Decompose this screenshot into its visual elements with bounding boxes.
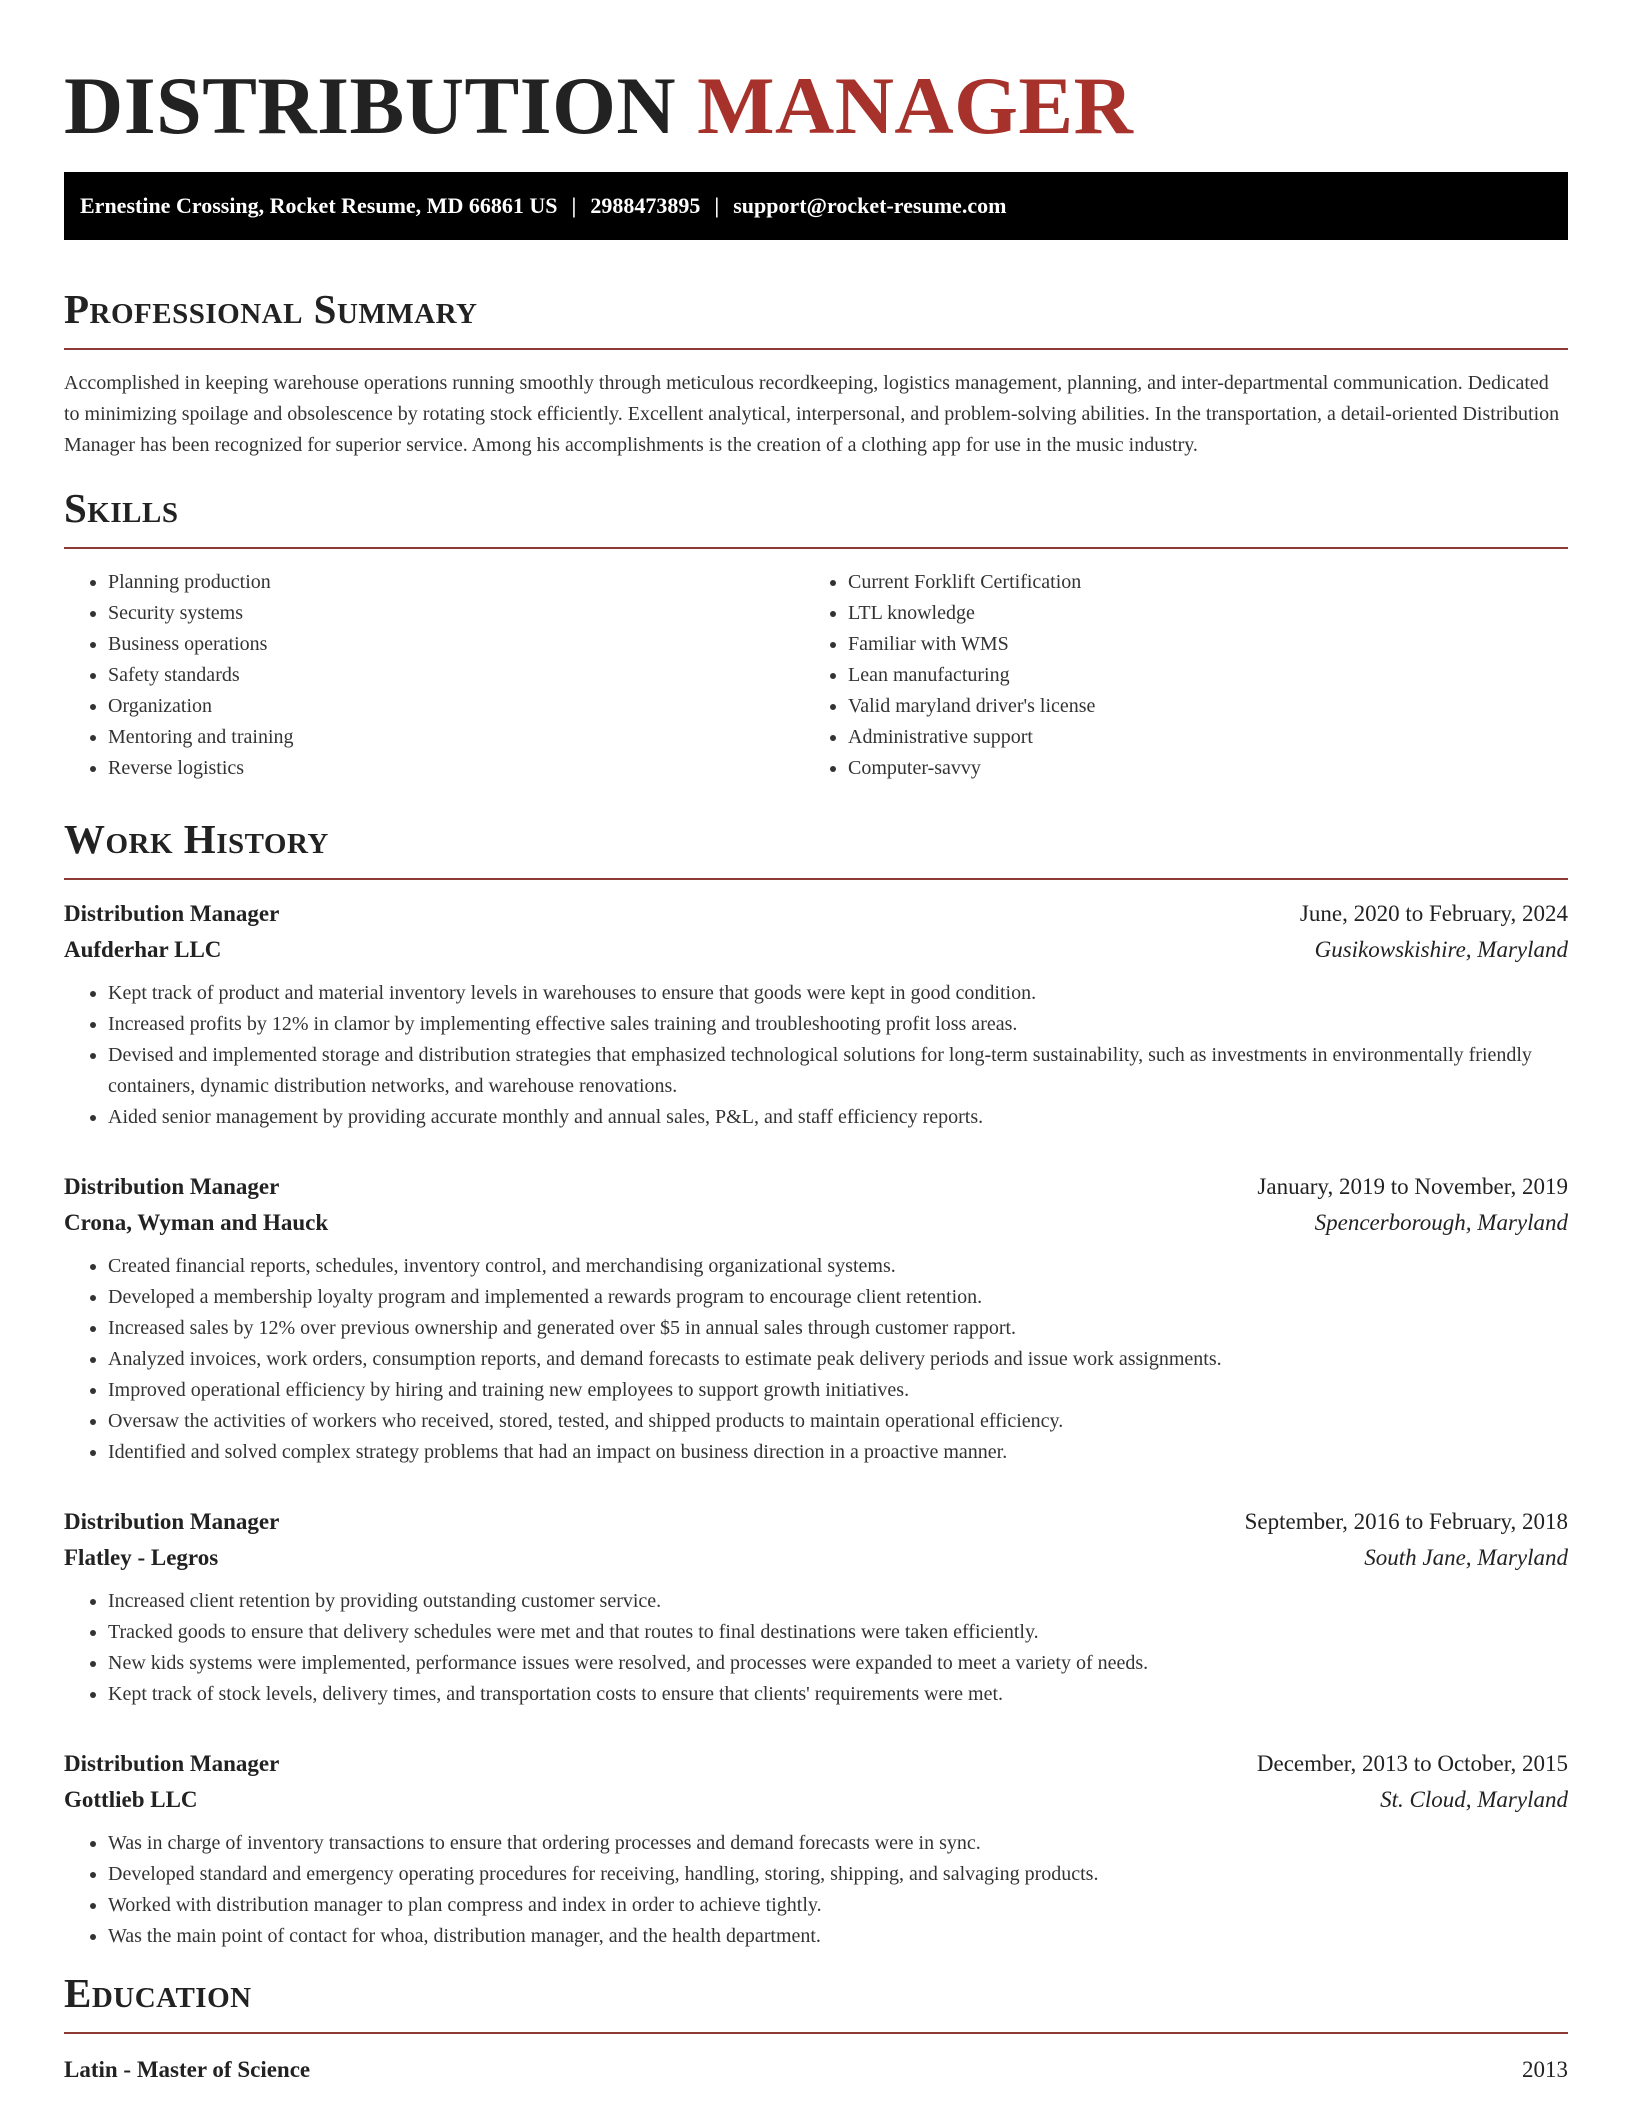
work-history-section	[64, 814, 1568, 1952]
job-bullet: • Oversaw the activities of workers who received, stored, tested, and shipped products to maintain operational efficiency.	[108, 1406, 1568, 1437]
job-bullet: • Improved operational efficiency by hiring and training new employees to support growth initiatives.	[108, 1375, 1568, 1406]
job-bullet: • Was the main point of contact for whoa, distribution manager, and the health department.	[108, 1921, 1568, 1952]
job-bullets	[64, 1251, 1568, 1468]
skill-item: • Mentoring and training	[108, 722, 804, 753]
skill-item: • Current Forklift Certification	[848, 567, 1544, 598]
skills-heading: Skills	[64, 485, 179, 531]
job-bullets	[64, 978, 1568, 1133]
job-title: Distribution Manager	[64, 1751, 280, 1776]
summary-text: Accomplished in keeping warehouse operations running smoothly through meticulous recordkeeping, logistics management, planning, and inter-departmental communication. Dedicated to minimizing spoilage and obsolescence by rotating stock efficiently. Excellent analytical, interpersonal, and problem-solving abilities. In the transportation, a detail-oriented Distribution Manager has been recognized for superior service. Among his accomplishments is the creation of a clothing app for use in the music industry.	[64, 372, 1560, 456]
job-company-row	[64, 1540, 1568, 1576]
job-bullet: • Worked with distribution manager to plan compress and index in order to achieve tightly.	[108, 1890, 1568, 1921]
skills-section	[64, 483, 1568, 784]
job-bullet: • Kept track of stock levels, delivery times, and transportation costs to ensure that clients' requirements were met.	[108, 1679, 1568, 1710]
job-company-row	[64, 1782, 1568, 1818]
job-location: Gusikowskishire, Maryland	[1314, 937, 1568, 962]
job-header-row	[64, 1746, 1568, 1782]
contact-bar	[64, 172, 1568, 240]
skills-columns	[64, 567, 1568, 784]
job-bullet: • Created financial reports, schedules, inventory control, and merchandising organizational systems.	[108, 1251, 1568, 1282]
job-list	[64, 896, 1568, 1952]
skills-list-left	[64, 567, 804, 784]
section-divider	[64, 878, 1568, 880]
job-bullet: • Increased sales by 12% over previous ownership and generated over $5 in annual sales through customer rapport.	[108, 1313, 1568, 1344]
skill-item: • Business operations	[108, 629, 804, 660]
job-location: Spencerborough, Maryland	[1314, 1210, 1568, 1235]
skill-item: • Planning production	[108, 567, 804, 598]
job-bullet: • New kids systems were implemented, performance issues were resolved, and processes were expanded to meet a variety of needs.	[108, 1648, 1568, 1679]
education-degree: Latin - Master of Science	[64, 2057, 311, 2082]
job-bullet: • Developed a membership loyalty program and implemented a rewards program to encourage client retention.	[108, 1282, 1568, 1313]
job-bullet: • Was in charge of inventory transactions to ensure that ordering processes and demand forecasts were in sync.	[108, 1828, 1568, 1859]
job-bullet: • Devised and implemented storage and distribution strategies that emphasized technological solutions for long-term sustainability, such as investments in environmentally friendly containers, dynamic distribution networks, and warehouse renovations.	[108, 1040, 1568, 1102]
education-heading: Education	[64, 1970, 252, 2016]
job-bullet: • Increased profits by 12% in clamor by implementing effective sales training and troubleshooting profit loss areas.	[108, 1009, 1568, 1040]
job-bullets	[64, 1586, 1568, 1710]
section-divider	[64, 547, 1568, 549]
job-bullet: • Tracked goods to ensure that delivery schedules were met and that routes to final destinations were taken efficiently.	[108, 1617, 1568, 1648]
job-bullets	[64, 1828, 1568, 1952]
skill-item: • LTL knowledge	[848, 598, 1544, 629]
summary-heading: Professional Summary	[64, 286, 478, 332]
job-header-row	[64, 1169, 1568, 1205]
job-location: St. Cloud, Maryland	[1380, 1787, 1568, 1812]
job-dates: June, 2020 to February, 2024	[1299, 901, 1568, 926]
job-company-row	[64, 1205, 1568, 1241]
job-header-row	[64, 1504, 1568, 1540]
job-title: Distribution Manager	[64, 1174, 280, 1199]
job-dates: September, 2016 to February, 2018	[1244, 1509, 1568, 1534]
job-bullet: • Increased client retention by providing outstanding customer service.	[108, 1586, 1568, 1617]
job-bullet: • Developed standard and emergency operating procedures for receiving, handling, storing, shipping, and salvaging products.	[108, 1859, 1568, 1890]
job-bullet: • Analyzed invoices, work orders, consumption reports, and demand forecasts to estimate peak delivery periods and issue work assignments.	[108, 1344, 1568, 1375]
skills-list-right	[804, 567, 1544, 784]
job-location: South Jane, Maryland	[1364, 1545, 1568, 1570]
title-part-2: MANAGER	[697, 60, 1134, 151]
resume-title	[64, 58, 1568, 154]
skill-item: • Computer-savvy	[848, 753, 1544, 784]
skill-item: • Organization	[108, 691, 804, 722]
job-company: Flatley - Legros	[64, 1545, 219, 1570]
education-entry	[64, 2052, 1568, 2088]
job-company-row	[64, 932, 1568, 968]
job-entry	[64, 1169, 1568, 1468]
job-dates: January, 2019 to November, 2019	[1257, 1174, 1568, 1199]
contact-separator: |	[714, 193, 720, 218]
job-header-row	[64, 896, 1568, 932]
job-title: Distribution Manager	[64, 901, 280, 926]
job-entry	[64, 1746, 1568, 1952]
job-entry	[64, 1504, 1568, 1710]
summary-section	[64, 284, 1568, 461]
job-company: Gottlieb LLC	[64, 1787, 198, 1812]
skill-item: • Lean manufacturing	[848, 660, 1544, 691]
skill-item: • Security systems	[108, 598, 804, 629]
contact-phone: 2988473895	[590, 193, 701, 218]
job-company: Aufderhar LLC	[64, 937, 222, 962]
contact-separator: |	[571, 193, 577, 218]
education-year: 2013	[1522, 2057, 1568, 2082]
section-divider	[64, 348, 1568, 350]
title-part-1: DISTRIBUTION	[64, 60, 677, 151]
skill-item: • Administrative support	[848, 722, 1544, 753]
job-entry	[64, 896, 1568, 1133]
job-bullet: • Identified and solved complex strategy problems that had an impact on business direction in a proactive manner.	[108, 1437, 1568, 1468]
job-dates: December, 2013 to October, 2015	[1256, 1751, 1568, 1776]
skill-item: • Valid maryland driver's license	[848, 691, 1544, 722]
job-company: Crona, Wyman and Hauck	[64, 1210, 329, 1235]
job-bullet: • Aided senior management by providing accurate monthly and annual sales, P&L, and staff efficiency reports.	[108, 1102, 1568, 1133]
contact-email: support@rocket-resume.com	[733, 193, 1007, 218]
job-title: Distribution Manager	[64, 1509, 280, 1534]
job-bullet: • Kept track of product and material inventory levels in warehouses to ensure that goods were kept in good condition.	[108, 978, 1568, 1009]
resume-content	[64, 0, 1568, 2088]
contact-address: Ernestine Crossing, Rocket Resume, MD 66861 US	[80, 193, 558, 218]
section-divider	[64, 2032, 1568, 2034]
education-section	[64, 1968, 1568, 2088]
work-history-heading: Work History	[64, 816, 329, 862]
skill-item: • Familiar with WMS	[848, 629, 1544, 660]
skill-item: • Reverse logistics	[108, 753, 804, 784]
skill-item: • Safety standards	[108, 660, 804, 691]
